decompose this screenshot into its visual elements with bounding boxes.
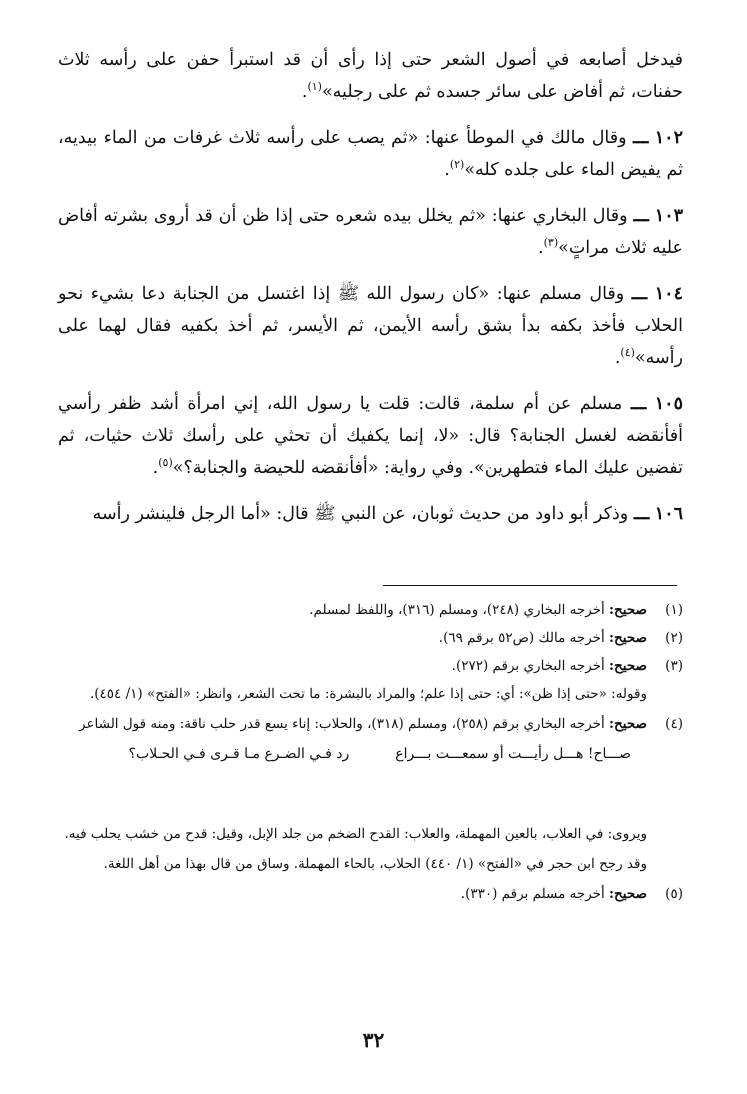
poetry-verse bbox=[58, 742, 631, 766]
paragraph-103 bbox=[58, 200, 683, 264]
page-number: ٣٢ bbox=[362, 1028, 385, 1052]
footnote-ref: (٤) bbox=[620, 346, 635, 360]
footnote-4 bbox=[58, 712, 683, 736]
footnote-number: (٢) bbox=[665, 630, 683, 646]
verse-hemistich-first: صـــاح! هـــل رأيـــت أو سمعـــت بـــراع bbox=[395, 746, 631, 762]
paragraph-tail: . bbox=[444, 160, 450, 180]
verse-hemistich-second: رد فـي الضـرع مـا قـرى فـي الحـلاب؟ bbox=[128, 746, 350, 762]
grade-label: صحيح: bbox=[609, 658, 647, 674]
paragraph-tail: . bbox=[152, 458, 159, 478]
paragraph-continuation bbox=[58, 44, 683, 108]
footnote-3 bbox=[58, 654, 683, 678]
paragraph-text: وذكر أبو داود من حديث ثوبان، عن النبي ﷺ قال: «أما الرجل فلينشر رأسه bbox=[92, 504, 629, 524]
footnotes bbox=[58, 598, 683, 910]
dash-separator: ـــ bbox=[633, 504, 650, 524]
footnote-number: (٤) bbox=[665, 716, 683, 732]
paragraph-number: ١٠٣ bbox=[654, 206, 683, 226]
paragraph-text: وقال مالك في الموطأ عنها: «ثم يصب على رأسه ثلاث غرفات من الماء بيديه، ثم يفيض الماء على جلده كله» bbox=[58, 128, 683, 180]
footnote-1 bbox=[58, 598, 683, 622]
main-text bbox=[58, 44, 683, 544]
paragraph-text: وقال البخاري عنها: «ثم يخلل بيده شعره حتى إذا ظن أن قد أروى بشرته أفاض عليه ثلاث مراتٍ» bbox=[58, 206, 683, 258]
paragraph-text: مسلم عن أم سلمة، قالت: قلت يا رسول الله، إني امرأة أشد ظفر رأسي أفأنقضه لغسل الجنابة؟ قال: «لا، إنما يكفيك أن تحثي على رأسك ثلاث حثيات، ثم تفضين عليك الماء فتطهرين». وفي رواية: «أفأنقضه للحيضة والجنابة؟» bbox=[58, 394, 683, 478]
paragraph-106 bbox=[58, 498, 683, 530]
blank-space bbox=[58, 766, 683, 822]
footnote-2 bbox=[58, 626, 683, 650]
footnote-text: أخرجه البخاري برقم (٢٧٢). bbox=[451, 658, 605, 674]
dash-separator: ـــ bbox=[632, 128, 649, 148]
paragraph-number: ١٠٦ bbox=[654, 504, 683, 524]
footnote-number: (١) bbox=[665, 602, 683, 618]
footnote-ref: (١) bbox=[307, 80, 322, 94]
paragraph-102 bbox=[58, 122, 683, 186]
footnote-divider bbox=[383, 585, 677, 586]
dash-separator: ـــ bbox=[630, 394, 647, 414]
footnote-text: أخرجه البخاري برقم (٢٥٨)، ومسلم (٣١٨)، والحلاب: إناء يسع قدر حلب ناقة: ومنه قول الشاعر bbox=[79, 716, 605, 732]
footnote-ref: (٢) bbox=[449, 158, 465, 172]
paragraph-tail: . bbox=[301, 82, 308, 102]
footnote-body bbox=[58, 654, 647, 678]
paragraph-text: وقال مسلم عنها: «كان رسول الله ﷺ إذا اغتسل من الجنابة دعا بشيء نحو الحلاب فأخذ بكفه بدأ بشق رأسه الأيمن، ثم الأيسر، ثم أخذ بكفيه فقال لهما على رأسه» bbox=[58, 284, 683, 368]
footnote-number: (٥) bbox=[665, 886, 683, 902]
grade-label: صحيح: bbox=[609, 602, 647, 618]
footnote-text: أخرجه مسلم برقم (٣٣٠). bbox=[460, 886, 605, 902]
paragraph-104 bbox=[58, 278, 683, 374]
paragraph-tail: . bbox=[538, 238, 544, 258]
footnote-4-continuation: ويروى: في العلاب، بالعين المهملة، والعلاب: القدح الضخم من جلد الإبل، وقيل: قدح من خشب يحلب فيه. bbox=[64, 826, 647, 842]
paragraph-number: ١٠٥ bbox=[654, 394, 683, 414]
footnote-body bbox=[58, 882, 647, 906]
dash-separator: ـــ bbox=[633, 206, 649, 226]
footnote-4-continuation: وقد رجح ابن حجر في «الفتح» (١/ ٤٤٠) الحلاب، بالحاء المهملة. وساق من قال بهذا من أهل اللغة. bbox=[103, 856, 647, 872]
paragraph-number: ١٠٢ bbox=[654, 128, 683, 148]
paragraph-text: فيدخل أصابعه في أصول الشعر حتى إذا رأى أن قد استبرأ حفن على رأسه ثلاث حفنات، ثم أفاض على سائر جسده ثم على رجليه» bbox=[58, 50, 683, 102]
footnote-5 bbox=[58, 882, 683, 906]
footnote-body bbox=[58, 626, 647, 650]
footnote-number: (٣) bbox=[665, 658, 683, 674]
footnote-ref: (٥) bbox=[158, 456, 173, 470]
grade-label: صحيح: bbox=[609, 886, 647, 902]
footnote-text: أخرجه البخاري (٢٤٨)، ومسلم (٣١٦)، واللفظ لمسلم. bbox=[309, 602, 605, 618]
footnote-body bbox=[58, 712, 647, 736]
footnote-3-continuation: وقوله: «حتى إذا ظن»: أي: حتى إذا علم؛ والمراد بالبشرة: ما تحت الشعر، وانظر: «الفتح» (١/ ٤٥٤). bbox=[89, 686, 647, 702]
paragraph-number: ١٠٤ bbox=[654, 284, 683, 304]
footnote-ref: (٣) bbox=[543, 236, 559, 250]
footnote-body bbox=[58, 598, 647, 622]
footnote-text: أخرجه مالك (ص٥٢ برقم ٦٩). bbox=[438, 630, 605, 646]
dash-separator: ـــ bbox=[631, 284, 648, 304]
paragraph-tail: . bbox=[614, 348, 621, 368]
grade-label: صحيح: bbox=[609, 716, 647, 732]
paragraph-105 bbox=[58, 388, 683, 484]
grade-label: صحيح: bbox=[609, 630, 647, 646]
